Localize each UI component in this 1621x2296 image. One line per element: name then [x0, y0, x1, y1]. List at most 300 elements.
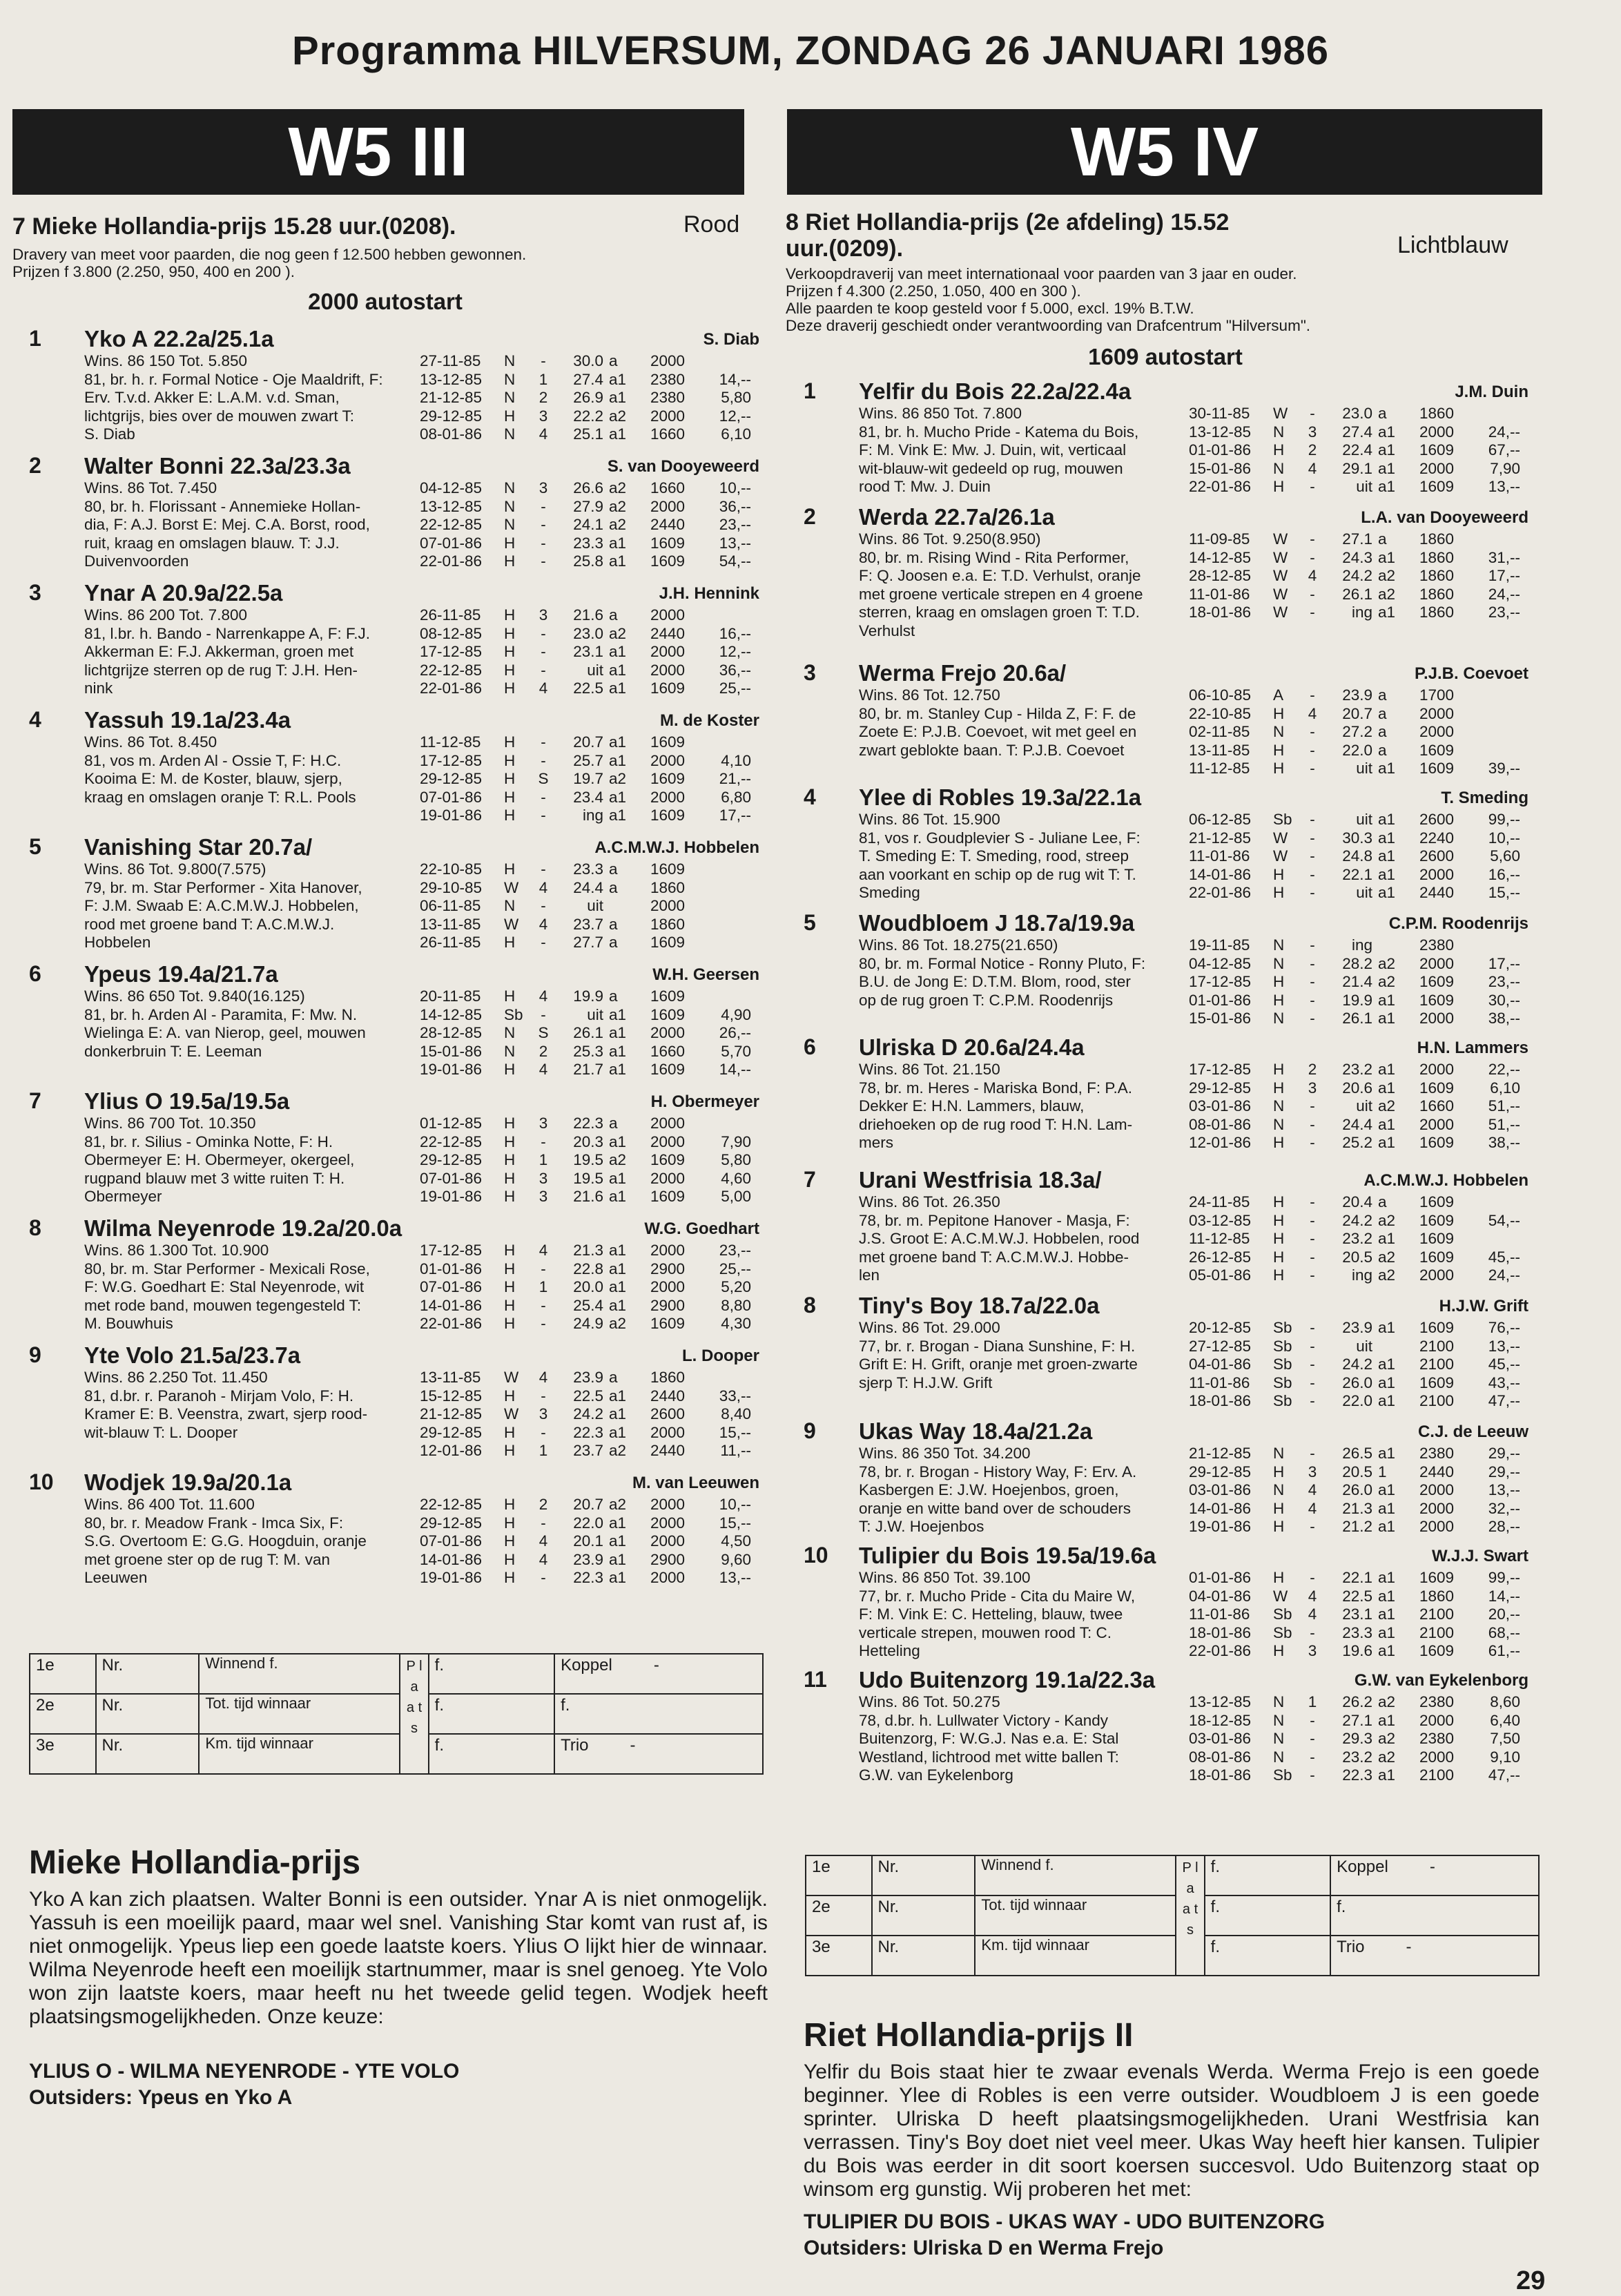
form-row [420, 425, 751, 444]
form-cell: 13-12-85 [420, 370, 483, 388]
form-cell: W [504, 915, 519, 933]
form-cell: 4,30 [721, 1315, 751, 1332]
horse-trainer: S. Diab [703, 330, 759, 349]
race-title-left: 7 Mieke Hollandia-prijs 15.28 uur.(0208). [12, 213, 456, 240]
form-cell: - [541, 1315, 546, 1332]
form-cell: 2000 [650, 1132, 686, 1150]
form-cell: 25,-- [719, 679, 751, 697]
form-cell: 2000 [1419, 954, 1455, 972]
form-cell: - [541, 751, 546, 769]
horse-form-table [1189, 1193, 1520, 1285]
form-cell: a1 [1378, 1079, 1396, 1097]
form-cell: 3 [538, 1405, 548, 1422]
horse-form-table [420, 987, 751, 1079]
form-cell: 10,-- [1488, 829, 1520, 847]
form-cell: 14-01-86 [420, 1550, 483, 1568]
form-cell: 11-01-86 [1189, 585, 1250, 603]
form-cell: 20,-- [1488, 1605, 1520, 1623]
form-row [420, 1297, 751, 1315]
form-row [1189, 1079, 1520, 1098]
form-cell: 3 [538, 407, 548, 425]
form-cell [1468, 405, 1520, 423]
form-cell: H [504, 1387, 516, 1405]
form-cell: N [1273, 1693, 1285, 1710]
form-cell: 1609 [1419, 441, 1455, 459]
form-cell: N [1273, 1730, 1285, 1747]
form-cell: a1 [1378, 1010, 1396, 1027]
form-cell: 17-12-85 [420, 1242, 483, 1259]
form-cell: - [541, 1296, 546, 1314]
form-cell: H [504, 606, 516, 624]
form-cell: a [609, 860, 618, 878]
form-cell: Sb [1273, 1319, 1292, 1336]
form-cell: - [1310, 865, 1315, 883]
form-cell: 30.0 [573, 352, 603, 369]
form-row [420, 1061, 751, 1079]
horse-number: 4 [29, 707, 41, 732]
form-cell: 17-12-85 [1189, 973, 1252, 990]
form-cell: a1 [609, 534, 627, 552]
form-cell: 14,-- [1488, 1587, 1520, 1605]
form-cell: 2000 [1419, 1518, 1455, 1535]
form-cell: N [1273, 1445, 1285, 1462]
form-cell: 11-12-85 [1189, 1230, 1250, 1247]
form-cell: a1 [609, 425, 627, 443]
horse-trainer: L. Dooper [682, 1347, 759, 1365]
form-cell: 22-01-86 [420, 1315, 483, 1332]
form-cell: 24,-- [1488, 1266, 1520, 1284]
form-cell: H [504, 1115, 516, 1132]
form-cell: 24.2 [1342, 1356, 1372, 1373]
form-row [420, 897, 751, 916]
form-cell: 2000 [650, 1242, 686, 1259]
form-cell: 22.3 [1342, 1766, 1372, 1784]
horse-details: Wins. 86 1.300 Tot. 10.900 80, br. m. Star Performer - Mexicali Rose, F: W.G. Goedhart E: Stal Neyenrode, wit met rode band, mouwen tegengesteld T: M. Bouwhuis [84, 1242, 370, 1332]
form-cell: 13-12-85 [1189, 423, 1252, 441]
horse-name: Yte Volo 21.5a/23.7a [84, 1342, 301, 1368]
form-cell: 08-12-85 [420, 624, 483, 642]
form-cell: 1860 [650, 878, 686, 896]
form-cell: a1 [609, 370, 627, 388]
form-cell: 2000 [1419, 865, 1455, 883]
form-cell: 1860 [1419, 585, 1455, 603]
form-cell: 21.4 [1342, 973, 1372, 990]
form-cell: a [609, 606, 618, 624]
form-cell: 22-12-85 [420, 516, 483, 533]
form-cell: 22.2 [573, 407, 603, 425]
form-cell: W [1273, 405, 1288, 422]
form-cell: a1 [1378, 1373, 1396, 1391]
horse-details: Wins. 86 150 Tot. 5.850 81, br. h. r. Formal Notice - Oje Maaldrift, F: Erv. T.v.d. Akker E: L.A.M. v.d. Sman, lichtgrijs, bies over de mouwen zwart T: S. Diab [84, 352, 383, 443]
form-cell: 29-12-85 [1189, 1079, 1252, 1097]
form-cell: a2 [609, 516, 627, 533]
form-cell: a [1378, 723, 1387, 740]
form-row [420, 498, 751, 517]
form-cell [699, 934, 751, 952]
form-cell: 12,-- [719, 643, 751, 660]
horse-name: Tiny's Boy 18.7a/22.0a [859, 1293, 1100, 1318]
form-cell: N [504, 425, 516, 443]
form-cell: H [504, 1569, 516, 1586]
form-cell: - [541, 807, 546, 824]
form-cell: 24.2 [1342, 1211, 1372, 1229]
plaats-cell: P l a a t s [400, 1654, 428, 1774]
horse-form-table [1189, 530, 1520, 622]
horse-entry [29, 1469, 759, 1594]
form-cell: - [1310, 829, 1315, 847]
form-cell: 20.5 [1342, 1248, 1372, 1266]
form-cell: 21.7 [573, 1061, 603, 1078]
horse-trainer: T. Smeding [1441, 789, 1528, 807]
form-cell: 15-01-86 [1189, 459, 1252, 477]
form-row [1189, 1248, 1520, 1267]
form-cell: a1 [1378, 478, 1396, 495]
form-cell: 47,-- [1488, 1766, 1520, 1784]
outsiders-right: Outsiders: Ulriska D en Werma Frejo [804, 2237, 1164, 2259]
form-cell: H [504, 661, 516, 679]
form-cell: H [1273, 865, 1285, 883]
form-cell: - [541, 1423, 546, 1441]
form-cell: 1609 [1419, 1248, 1455, 1266]
form-cell: 25.1 [573, 425, 603, 443]
form-cell: - [541, 788, 546, 806]
form-row [1189, 478, 1520, 496]
form-cell: - [1310, 741, 1315, 759]
form-cell: 21-12-85 [420, 389, 483, 406]
form-row [420, 1551, 751, 1570]
form-cell: a [1378, 1193, 1387, 1210]
form-cell: 2 [538, 1042, 548, 1060]
form-cell: 01-01-86 [1189, 441, 1252, 459]
article-title-left: Mieke Hollandia-prijs [29, 1844, 361, 1881]
horse-name: Yelfir du Bois 22.2a/22.4a [859, 378, 1132, 404]
horse-form-table [420, 1496, 751, 1588]
form-cell: 14-12-85 [1189, 548, 1252, 566]
form-cell: 8,40 [721, 1405, 751, 1422]
horse-form-table [420, 352, 751, 444]
form-cell: 27.4 [1342, 423, 1372, 441]
horse-number: 4 [804, 784, 816, 809]
form-cell: 19.6 [1342, 1642, 1372, 1659]
form-cell: 26.1 [573, 1024, 603, 1041]
form-row [1189, 866, 1520, 885]
form-cell: - [1310, 1711, 1315, 1729]
horse-entry [29, 1215, 759, 1340]
form-cell: 12-01-86 [1189, 1134, 1252, 1151]
form-cell: 1609 [1419, 741, 1455, 759]
form-cell: H [1273, 1248, 1285, 1266]
form-cell: 1 [538, 1442, 548, 1459]
form-cell: - [1310, 1266, 1315, 1284]
form-cell: 99,-- [1488, 1569, 1520, 1586]
form-cell: 22-01-86 [420, 679, 483, 697]
form-cell: 8,60 [1490, 1693, 1520, 1710]
form-cell: 1660 [1419, 1097, 1455, 1115]
form-cell: 24.8 [1342, 847, 1372, 865]
horse-form-table [1189, 686, 1520, 778]
form-cell: a1 [609, 733, 627, 751]
form-cell: 29-12-85 [420, 1423, 483, 1441]
form-cell: H [504, 624, 516, 642]
form-cell: 2380 [650, 370, 686, 388]
f-cell: f. [1205, 1855, 1330, 1895]
form-cell: - [1310, 811, 1315, 828]
horse-number: 8 [804, 1293, 816, 1318]
form-row [420, 662, 751, 680]
form-cell: H [504, 1132, 516, 1150]
page-title: Programma HILVERSUM, ZONDAG 26 JANUARI 1986 [292, 28, 1329, 73]
form-cell: 18-01-86 [1189, 1766, 1252, 1784]
form-cell: - [1310, 1248, 1315, 1266]
horse-name: Yko A 22.2a/25.1a [84, 326, 274, 351]
form-cell: a1 [1378, 1481, 1396, 1498]
form-cell: 33,-- [719, 1387, 751, 1405]
form-cell: 4 [1308, 567, 1317, 584]
form-cell: a1 [1378, 1569, 1396, 1586]
form-cell: 23,-- [1488, 973, 1520, 990]
form-cell: 20.7 [573, 1496, 603, 1513]
form-cell: H [504, 534, 516, 552]
form-cell: 18-01-86 [1189, 1623, 1252, 1641]
nr-cell: Nr. [872, 1936, 975, 1976]
horse-number: 6 [29, 961, 41, 986]
horse-entry [804, 1293, 1528, 1417]
form-cell: 4 [538, 878, 548, 896]
form-cell: W [504, 1405, 519, 1422]
page-number: 29 [1516, 2266, 1546, 2295]
form-cell: a2 [609, 1442, 627, 1459]
form-cell: W [1273, 847, 1288, 865]
form-cell: 1609 [650, 1005, 686, 1023]
form-cell: 13-11-85 [1189, 741, 1250, 759]
form-cell: 1609 [650, 534, 686, 552]
article-text-left: Yko A kan zich plaatsen. Walter Bonni is een outsider. Ynar A is niet onmogelijk. Yassuh is een moeilijk paard, maar wel snel. Vanishing Star komt van rust af, is niet onmogelijk. Ypeus liep een goede laatste koers. Ylius O lijkt hier de winnaar. Wilma Neyenrode heeft een moeilijk startnummer, maar is snel genoeg. Yte Volo won zijn laatste koers, maar heeft nu het tweede gelid tegen. Wodjek heeft plaatsingsmogelijkheden. Onze keuze: [29, 1888, 768, 2028]
form-row [420, 770, 751, 789]
form-cell: - [541, 661, 546, 679]
form-cell: 2000 [650, 1514, 686, 1532]
form-cell: 1609 [1419, 760, 1455, 777]
form-cell: 04-12-85 [420, 479, 483, 496]
form-cell: 05-01-86 [1189, 1266, 1252, 1284]
article-body-right [804, 2061, 1540, 2201]
race-conditions-left: Dravery van meet voor paarden, die nog geen f 12.500 hebben gewonnen. Prijzen f 3.800 (2.250, 950, 400 en 200 ). [12, 246, 527, 280]
form-row [420, 1442, 751, 1460]
form-cell: a2 [1378, 1748, 1396, 1766]
form-row [1189, 1338, 1520, 1356]
form-cell: 1609 [650, 860, 686, 878]
form-cell: a1 [1378, 1605, 1396, 1623]
bet-cell: f. [554, 1694, 763, 1734]
form-cell: 11-01-86 [1189, 1605, 1250, 1623]
form-cell: - [541, 552, 546, 570]
form-cell: 2000 [650, 751, 686, 769]
form-row [1189, 1624, 1520, 1643]
form-cell: a1 [609, 1042, 627, 1060]
form-cell: 4 [538, 915, 548, 933]
form-cell: 2100 [1419, 1766, 1455, 1784]
pick-left: YLIUS O - WILMA NEYENRODE - YTE VOLO [29, 2060, 460, 2083]
horse-name: Yassuh 19.1a/23.4a [84, 707, 291, 733]
form-row [1189, 1642, 1520, 1661]
form-cell: 1 [1378, 1463, 1387, 1480]
form-cell: 3 [1308, 423, 1317, 441]
form-cell: H [504, 807, 516, 824]
form-row [420, 807, 751, 825]
form-cell: 25,-- [719, 1260, 751, 1277]
form-cell [1468, 1230, 1520, 1248]
horse-entry [29, 453, 759, 577]
form-cell: 22.5 [1342, 1587, 1372, 1605]
form-row [420, 916, 751, 934]
form-cell: 03-01-86 [1189, 1481, 1252, 1498]
form-cell: a2 [1378, 1730, 1396, 1747]
form-cell: H [504, 407, 516, 425]
koppel-label: Koppel [561, 1656, 612, 1675]
form-cell: N [1273, 1481, 1285, 1498]
form-cell: H [504, 733, 516, 751]
form-cell: S [538, 1024, 549, 1041]
form-cell: 1609 [650, 552, 686, 570]
form-cell: 3 [538, 1188, 548, 1205]
form-cell: 20.0 [573, 1278, 603, 1295]
form-row [1189, 604, 1520, 622]
form-cell: a [609, 1369, 618, 1386]
form-cell: H [1273, 884, 1285, 901]
form-cell: 2000 [650, 1278, 686, 1295]
koppel-label: Koppel [1337, 1858, 1388, 1876]
form-cell: a1 [609, 1423, 627, 1441]
form-cell: 20.1 [573, 1532, 603, 1550]
race-title-right-2: uur.(0209). [786, 235, 904, 262]
form-cell: 2100 [1419, 1623, 1455, 1641]
form-cell: 1609 [650, 1151, 686, 1168]
form-row [1189, 1266, 1520, 1285]
form-cell: 11-12-85 [420, 733, 481, 751]
form-cell: 2900 [650, 1550, 686, 1568]
form-row [420, 752, 751, 771]
form-cell: a1 [609, 1061, 627, 1078]
form-cell: - [541, 534, 546, 552]
form-cell: a [609, 915, 618, 933]
result-row [30, 1654, 763, 1694]
form-cell: ing [1351, 936, 1372, 954]
form-cell: 21-12-85 [1189, 829, 1252, 847]
form-row [420, 879, 751, 898]
form-cell: 45,-- [1488, 1248, 1520, 1266]
horse-form-table [1189, 1061, 1520, 1152]
form-cell: 29.3 [1342, 1730, 1372, 1747]
result-row [30, 1694, 763, 1734]
horse-trainer: J.M. Duin [1455, 383, 1528, 401]
form-cell: - [1310, 1230, 1315, 1247]
form-cell: H [1273, 704, 1285, 722]
f-cell: f. [429, 1694, 554, 1734]
form-cell: 21-12-85 [420, 1405, 483, 1422]
form-cell: a1 [1378, 1392, 1396, 1409]
form-cell: H [1273, 1266, 1285, 1284]
form-cell: 21.2 [1342, 1518, 1372, 1535]
form-cell: a [1378, 530, 1387, 548]
form-cell: 2000 [1419, 1711, 1455, 1729]
form-cell: 2440 [1419, 1463, 1455, 1480]
form-cell: 4 [538, 1532, 548, 1550]
form-cell: 54,-- [719, 552, 751, 570]
form-cell: 5,70 [721, 1042, 751, 1060]
form-row [420, 1278, 751, 1297]
form-cell: a1 [1378, 760, 1396, 777]
horse-details: Wins. 86 850 Tot. 7.800 81, br. h. Mucho Pride - Katema du Bois, F: M. Vink E: Mw. J. Duin, wit, verticaal wit-blauw-wit gedeeld op rug, mouwen rood T: Mw. J. Duin [859, 405, 1139, 495]
form-cell: 07-01-86 [420, 1278, 483, 1295]
form-cell: H [504, 552, 516, 570]
form-cell: uit [587, 897, 603, 914]
form-cell: 27.1 [1342, 530, 1372, 548]
form-cell: W [1273, 585, 1288, 603]
horse-form-table [1189, 811, 1520, 903]
form-cell: 7,90 [721, 1132, 751, 1150]
form-row [420, 1151, 751, 1170]
form-cell: a1 [1378, 1061, 1396, 1078]
form-cell: 2380 [1419, 1730, 1455, 1747]
form-cell: a1 [609, 1514, 627, 1532]
form-cell: 29-12-85 [420, 1151, 483, 1168]
horse-trainer: P.J.B. Coevoet [1415, 664, 1528, 683]
form-cell: 17-12-85 [420, 751, 483, 769]
winner-cell: Winnend f. [975, 1855, 1176, 1895]
form-cell: 1860 [650, 915, 686, 933]
form-cell: a1 [609, 661, 627, 679]
form-cell: 5,80 [721, 1151, 751, 1168]
form-cell: 22,-- [1488, 1061, 1520, 1078]
form-cell: 19-11-85 [1189, 936, 1250, 954]
form-cell: 1860 [1419, 548, 1455, 566]
form-cell: 9,60 [721, 1550, 751, 1568]
horse-details: Wins. 86 350 Tot. 34.200 78, br. r. Brogan - History Way, F: Erv. A. Kasbergen E: J.W. Hoejenbos, groen, oranje en witte band over de schouders T: J.W. Hoejenbos [859, 1445, 1137, 1535]
form-cell: uit [1356, 760, 1372, 777]
form-cell: - [1310, 1730, 1315, 1747]
form-cell: a2 [609, 770, 627, 787]
form-cell: 20-12-85 [1189, 1319, 1252, 1336]
horse-number: 11 [804, 1667, 827, 1692]
form-cell: 21.3 [573, 1242, 603, 1259]
form-cell: 1609 [1419, 1569, 1455, 1586]
form-cell: 24.4 [573, 878, 603, 896]
form-cell: 26.6 [573, 479, 603, 496]
form-cell: 15-01-86 [1189, 1010, 1252, 1027]
form-cell: H [504, 1532, 516, 1550]
form-row [420, 1315, 751, 1333]
form-cell: 2380 [1419, 1445, 1455, 1462]
form-cell: 14,-- [719, 370, 751, 388]
form-cell: 14-12-85 [420, 1005, 483, 1023]
form-cell: 1609 [650, 1061, 686, 1078]
form-row [420, 934, 751, 952]
form-cell: 2600 [1419, 811, 1455, 828]
form-cell: 15-01-86 [420, 1042, 483, 1060]
form-cell: 36,-- [719, 497, 751, 515]
article-text-right: Yelfir du Bois staat hier te zwaar evenals Werda. Werma Frejo is een goede beginner. Ylee di Robles is een verre outsider. Woudbloem J is een goede sprinter. Ulriska D heeft plaatsingsmogelijkheden. Urani Westfrisia kan verrassen. Tiny's Boy doet niet veel meer. Ukas Way heeft hier kansen. Tulipier du Bois was eerder in dit soort koersen succesvol. Udo Buitenzorg staat op winsom erg gunstig. Wij proberen het met: [804, 2061, 1540, 2201]
form-cell: 25.8 [573, 552, 603, 570]
form-cell: H [504, 679, 516, 697]
horse-name: Ukas Way 18.4a/21.2a [859, 1418, 1093, 1444]
form-cell: 07-01-86 [420, 1169, 483, 1187]
form-row [420, 1043, 751, 1061]
form-row [1189, 1116, 1520, 1135]
form-cell: 99,-- [1488, 811, 1520, 828]
form-cell: H [1273, 1642, 1285, 1659]
form-cell: 4 [1308, 1499, 1317, 1517]
horse-form-table [420, 860, 751, 952]
form-cell: N [504, 370, 516, 388]
